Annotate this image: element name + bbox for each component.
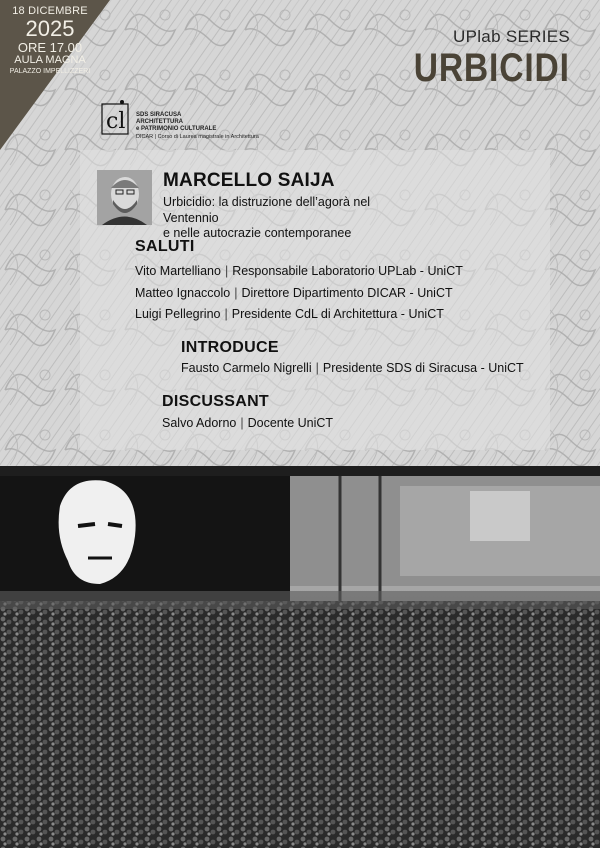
event-year: 2025 — [25, 16, 75, 41]
person-role: Docente UniCT — [247, 416, 334, 430]
talk-title — [163, 195, 423, 242]
series-title: URBICIDI — [413, 46, 570, 90]
speaker-avatar — [97, 170, 152, 225]
separator: | — [240, 416, 244, 430]
event-time: ORE 17.00 — [17, 40, 83, 55]
logo-line-1: SDS SIRACUSA — [136, 112, 182, 118]
logo-line-2: ARCHITETTURA — [136, 119, 183, 126]
person-role: Direttore Dipartimento DICAR - UniCT — [241, 286, 453, 300]
person-name: Salvo Adorno — [162, 416, 237, 430]
separator: | — [315, 361, 319, 375]
saluti-person — [135, 264, 463, 278]
svg-text:cl: cl — [106, 109, 126, 134]
separator: | — [234, 286, 238, 300]
speaker-name: MARCELLO SAIJA — [163, 170, 335, 191]
saluti-person — [135, 307, 444, 321]
event-venue: AULA MAGNA — [14, 54, 86, 66]
talk-title-line-2: e nelle autocrazie contemporanee — [163, 226, 352, 241]
series-label: UPlab SERIES — [453, 27, 570, 46]
event-date: 18 DICEMBRE — [12, 5, 88, 17]
person-role: Presidente CdL di Architettura - UniCT — [231, 307, 444, 321]
discussant-person — [162, 416, 333, 430]
logo-line-4: DICAR | Corso di Laurea magistrale in Architettura — [136, 133, 259, 140]
talk-title-line-1: Urbicidio: la distruzione dell’agorà nel Ventennio — [163, 195, 371, 225]
historic-rally-photo — [0, 466, 600, 848]
logo-line-3: e PATRIMONIO CULTURALE — [136, 126, 217, 133]
logo-text — [136, 112, 259, 140]
person-name: Fausto Carmelo Nigrelli — [181, 361, 312, 375]
introduce-heading: INTRODUCE — [181, 339, 279, 356]
person-role: Responsabile Laboratorio UPLab - UniCT — [232, 264, 463, 278]
event-date-block — [0, 6, 100, 75]
saluti-heading: SALUTI — [135, 238, 195, 255]
person-name: Luigi Pellegrino — [135, 307, 221, 321]
separator: | — [224, 264, 229, 278]
introduce-person — [181, 361, 524, 375]
saluti-person — [135, 286, 453, 300]
person-role: Presidente SDS di Siracusa - UniCT — [322, 361, 524, 375]
separator: | — [224, 307, 228, 321]
discussant-heading: DISCUSSANT — [162, 393, 270, 410]
event-venue-detail: PALAZZO IMPELLIZZERI — [9, 68, 91, 75]
person-name: Vito Martelliano — [135, 264, 221, 278]
sds-logo-icon — [100, 96, 140, 136]
person-name: Matteo Ignaccolo — [135, 286, 231, 300]
